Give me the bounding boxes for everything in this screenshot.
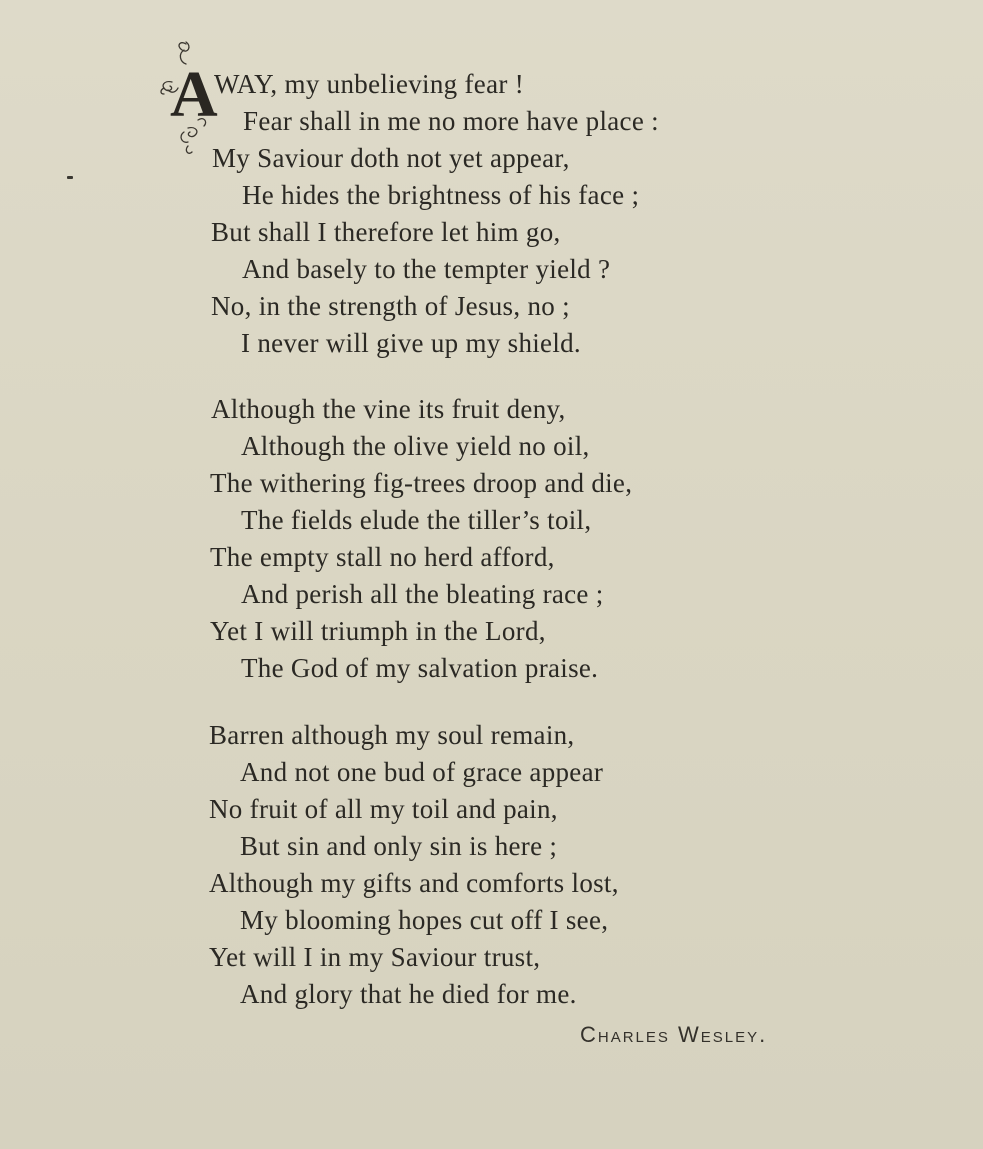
poem-line: And perish all the bleating race ;	[241, 579, 604, 609]
poem-line: The fields elude the tiller’s toil,	[241, 505, 592, 535]
ink-speck	[67, 176, 73, 179]
poem-line: He hides the brightness of his face ;	[242, 180, 640, 210]
author-attribution: Charles Wesley.	[580, 1022, 768, 1047]
ornamental-drop-cap	[158, 36, 218, 158]
poem-line: Fear shall in me no more have place :	[243, 106, 659, 136]
drop-cap-letter: A	[170, 58, 218, 131]
poem-line: I never will give up my shield.	[241, 328, 581, 358]
poem-line: The God of my salvation praise.	[241, 653, 599, 683]
poem-line: And not one bud of grace appear	[240, 757, 604, 787]
poem-line: Although the vine its fruit deny,	[211, 394, 566, 424]
poem-line: And basely to the tempter yield ?	[242, 254, 611, 284]
poem-line: Although the olive yield no oil,	[241, 431, 590, 461]
poem-line: No fruit of all my toil and pain,	[209, 794, 558, 824]
poem-line: My blooming hopes cut off I see,	[240, 905, 609, 935]
poem-line: WAY, my unbelieving fear !	[214, 69, 524, 99]
poem-line: No, in the strength of Jesus, no ;	[211, 291, 570, 321]
poem-line: The empty stall no herd afford,	[210, 542, 555, 572]
poem-line: The withering fig-trees droop and die,	[210, 468, 633, 498]
poem-line: But sin and only sin is here ;	[240, 831, 558, 861]
poem-line: Yet will I in my Saviour trust,	[209, 942, 541, 972]
poem-line: Although my gifts and comforts lost,	[209, 868, 619, 898]
poem-line: But shall I therefore let him go,	[211, 217, 561, 247]
poem-line: Barren although my soul remain,	[209, 720, 575, 750]
poem-line: My Saviour doth not yet appear,	[212, 143, 570, 173]
poem-line: And glory that he died for me.	[240, 979, 577, 1009]
poem-line: Yet I will triumph in the Lord,	[210, 616, 546, 646]
